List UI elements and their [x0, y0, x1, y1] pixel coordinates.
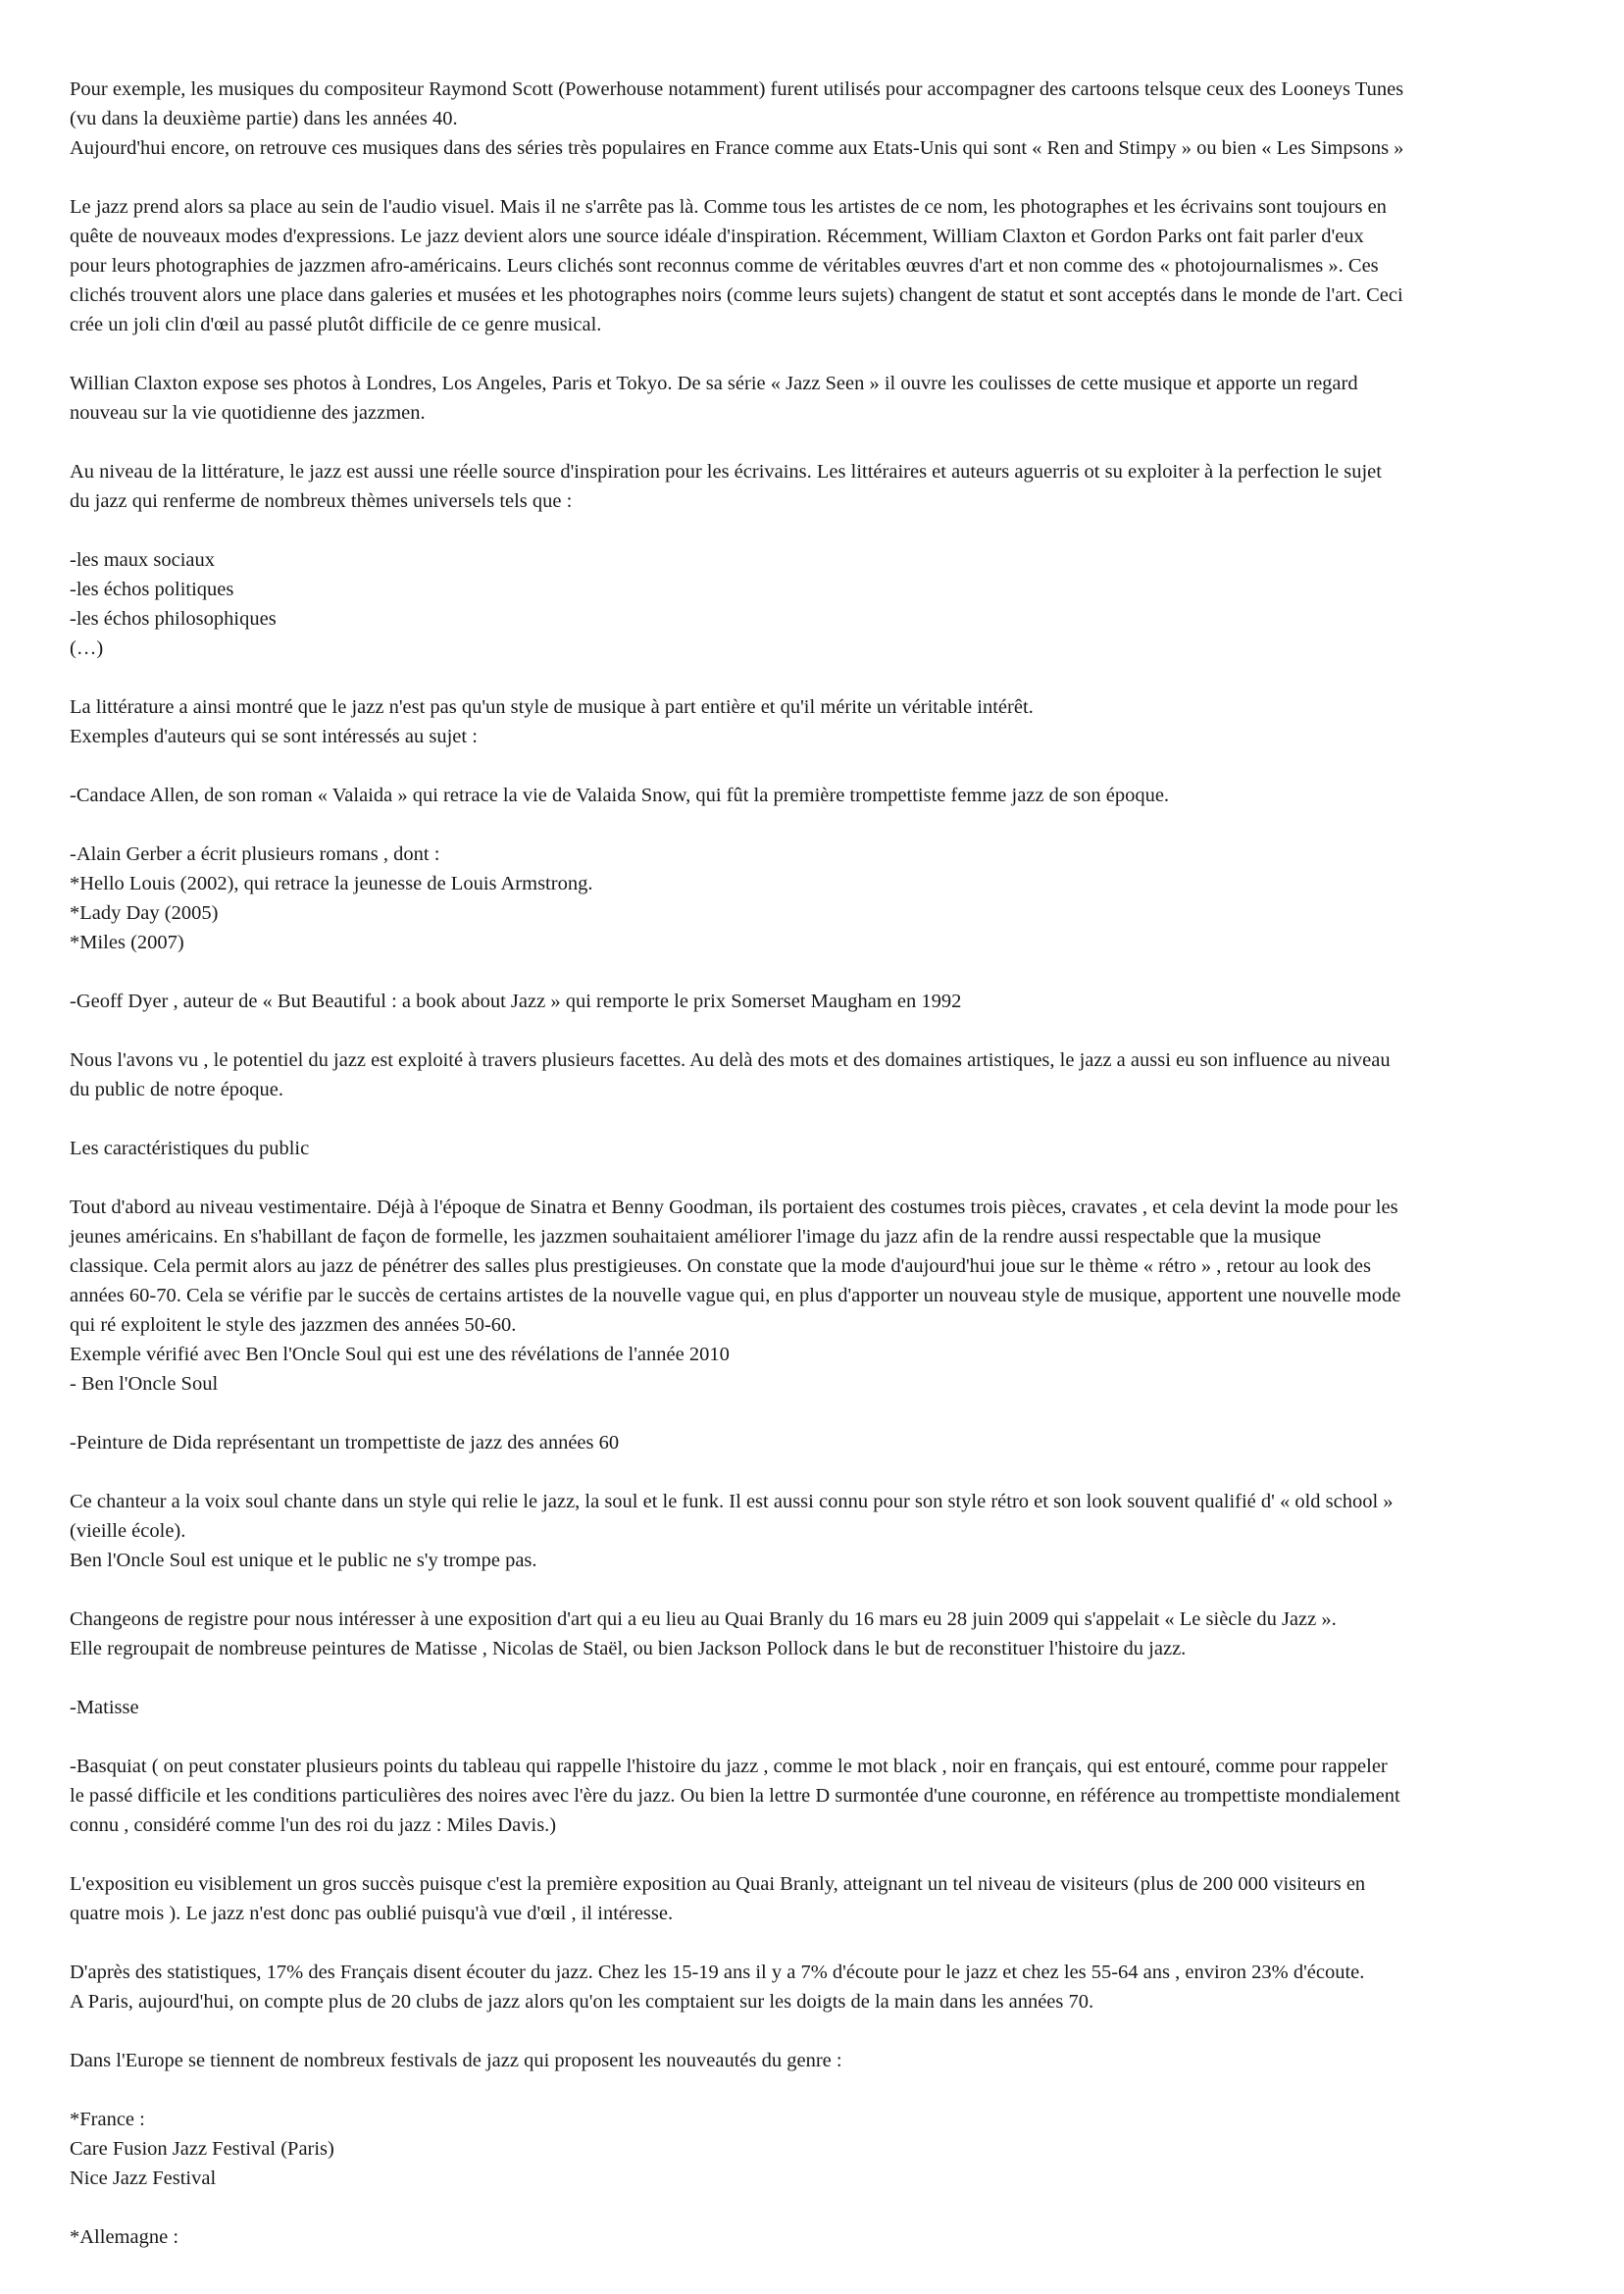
- heading-text: Les caractéristiques du public: [70, 1138, 310, 1159]
- text-line: Dans l'Europe se tiennent de nombreux festivals de jazz qui proposent les nouveautés du genre :: [70, 2050, 842, 2071]
- list-themes: [70, 545, 1560, 663]
- document-page: [70, 75, 1560, 2252]
- text-line: nouveau sur la vie quotidienne des jazzmen.: [70, 402, 426, 424]
- text-line: Pour exemple, les musiques du compositeur Raymond Scott (Powerhouse notamment) furent utilisés pour accompagner des cartoons telsque ceux des Looneys Tunes: [70, 78, 1404, 100]
- paragraph-audiovisuel: [70, 192, 1560, 339]
- text-line: le passé difficile et les conditions particulières des noires avec l'ère du jazz. Ou bien la lettre D surmontée d'une couronne, en référence au trompettiste mondialement: [70, 1785, 1400, 1807]
- text-line: (vieille école).: [70, 1520, 186, 1542]
- paragraph-statistiques: [70, 1958, 1560, 2016]
- list-item: -les maux sociaux: [70, 549, 216, 571]
- text-line: Elle regroupait de nombreuse peintures de Matisse , Nicolas de Staël, ou bien Jackson Pollock dans le but de reconstituer l'histoire du jazz.: [70, 1638, 1187, 1659]
- text-line: Ce chanteur a la voix soul chante dans un style qui relie le jazz, la soul et le funk. Il est aussi connu pour son style rétro et son look souvent qualifié d' « old school »: [70, 1491, 1394, 1512]
- text-line: -Geoff Dyer , auteur de « But Beautiful : a book about Jazz » qui remporte le prix Somerset Maugham en 1992: [70, 991, 962, 1012]
- paragraph-raymond-scott: [70, 75, 1560, 163]
- text-line: Le jazz prend alors sa place au sein de l'audio visuel. Mais il ne s'arrête pas là. Comme tous les artistes de ce nom, les photographes et les écrivains sont toujours en: [70, 196, 1387, 218]
- text-line: pour leurs photographies de jazzmen afro-américains. Leurs clichés sont reconnus comme de véritables œuvres d'art et non comme des « photojournalismes ». Ces: [70, 255, 1379, 277]
- paragraph-claxton: [70, 369, 1560, 428]
- text-line: -Peinture de Dida représentant un trompettiste de jazz des années 60: [70, 1432, 620, 1453]
- text-line: quatre mois ). Le jazz n'est donc pas oublié puisqu'à vue d'œil , il intéresse.: [70, 1903, 674, 1924]
- text-line: -Basquiat ( on peut constater plusieurs points du tableau qui rappelle l'histoire du jazz , comme le mot black , noir en français, qui est entouré, comme pour rappeler: [70, 1756, 1388, 1777]
- text-line: - Ben l'Oncle Soul: [70, 1373, 219, 1395]
- list-item: (…): [70, 637, 104, 659]
- text-line: Exemples d'auteurs qui se sont intéressés au sujet :: [70, 726, 478, 747]
- paragraph-exposition: [70, 1605, 1560, 1663]
- text-line: Willian Claxton expose ses photos à Londres, Los Angeles, Paris et Tokyo. De sa série « Jazz Seen » il ouvre les coulisses de cette musique et apporte un regard: [70, 373, 1358, 394]
- text-line: Exemple vérifié avec Ben l'Oncle Soul qui est une des révélations de l'année 2010: [70, 1344, 730, 1365]
- text-line: années 60-70. Cela se vérifie par le succès de certains artistes de la nouvelle vague qui, en plus d'apporter un nouveau style de musique, apportent une nouvelle mode: [70, 1285, 1401, 1306]
- text-line: Changeons de registre pour nous intéresser à une exposition d'art qui a eu lieu au Quai Branly du 16 mars eu 28 juin 2009 qui s'appelait « Le siècle du Jazz ».: [70, 1608, 1337, 1630]
- text-line: qui ré exploitent le style des jazzmen des années 50-60.: [70, 1314, 517, 1336]
- paragraph-basquiat: [70, 1752, 1560, 1840]
- text-line: Nous l'avons vu , le potentiel du jazz est exploité à travers plusieurs facettes. Au delà des mots et des domaines artistiques, le jazz a aussi eu son influence au niveau: [70, 1049, 1391, 1071]
- text-line: La littérature a ainsi montré que le jazz n'est pas qu'un style de musique à part entière et qu'il mérite un véritable intérêt.: [70, 696, 1034, 718]
- paragraph-festivals: [70, 2046, 1560, 2075]
- paragraph-litterature-conclusion: [70, 692, 1560, 751]
- text-line: (vu dans la deuxième partie) dans les années 40.: [70, 108, 458, 129]
- text-line: A Paris, aujourd'hui, on compte plus de 20 clubs de jazz alors qu'on les comptaient sur les doigts de la main dans les années 70.: [70, 1991, 1094, 2013]
- list-item: *Miles (2007): [70, 932, 184, 953]
- paragraph-litterature: [70, 457, 1560, 516]
- text-line: du public de notre époque.: [70, 1079, 284, 1100]
- list-item: *Lady Day (2005): [70, 902, 219, 924]
- text-line: Aujourd'hui encore, on retrouve ces musiques dans des séries très populaires en France comme aux Etats-Unis qui sont « Ren and Stimpy » ou bien « Les Simpsons »: [70, 137, 1404, 159]
- list-item: *Hello Louis (2002), qui retrace la jeunesse de Louis Armstrong.: [70, 873, 593, 894]
- text-line: Tout d'abord au niveau vestimentaire. Déjà à l'époque de Sinatra et Benny Goodman, ils portaient des costumes trois pièces, cravates , et cela devint la mode pour les: [70, 1197, 1398, 1218]
- list-heading: *France :: [70, 2109, 145, 2130]
- text-line: Ben l'Oncle Soul est unique et le public ne s'y trompe pas.: [70, 1550, 537, 1571]
- list-item: -les échos politiques: [70, 579, 234, 600]
- text-line: du jazz qui renferme de nombreux thèmes universels tels que :: [70, 490, 573, 512]
- text-line: -Matisse: [70, 1697, 139, 1718]
- paragraph-vestimentaire: [70, 1193, 1560, 1399]
- text-line: D'après des statistiques, 17% des Français disent écouter du jazz. Chez les 15-19 ans il y a 7% d'écoute pour le jazz et chez les 55-64 ans , environ 23% d'écoute.: [70, 1962, 1365, 1983]
- paragraph-alain-gerber: [70, 840, 1560, 957]
- paragraph-potentiel: [70, 1045, 1560, 1104]
- section-heading: [70, 1134, 1560, 1163]
- paragraph-geoff-dyer: [70, 987, 1560, 1016]
- text-line: L'exposition eu visiblement un gros succès puisque c'est la première exposition au Quai Branly, atteignant un tel niveau de visiteurs (plus de 200 000 visiteurs en: [70, 1873, 1366, 1895]
- paragraph-chanteur: [70, 1487, 1560, 1575]
- list-heading: *Allemagne :: [70, 2226, 179, 2248]
- list-item: Nice Jazz Festival: [70, 2167, 217, 2189]
- list-festivals-allemagne: [70, 2222, 1560, 2252]
- list-item: -les échos philosophiques: [70, 608, 277, 630]
- text-line: -Candace Allen, de son roman « Valaida » qui retrace la vie de Valaida Snow, qui fût la première trompettiste femme jazz de son époque.: [70, 785, 1170, 806]
- text-line: connu , considéré comme l'un des roi du jazz : Miles Davis.): [70, 1814, 557, 1836]
- text-line: clichés trouvent alors une place dans galeries et musées et les photographes noirs (comme leurs sujets) changent de statut et sont acceptés dans le monde de l'art. Ceci: [70, 284, 1403, 306]
- text-line: crée un joli clin d'œil au passé plutôt difficile de ce genre musical.: [70, 314, 602, 335]
- paragraph-dida: [70, 1428, 1560, 1457]
- text-line: jeunes américains. En s'habillant de façon de formelle, les jazzmen souhaitaient améliorer l'image du jazz afin de la rendre aussi respectable que la musique: [70, 1226, 1322, 1248]
- list-festivals-france: [70, 2105, 1560, 2193]
- text-line: Au niveau de la littérature, le jazz est aussi une réelle source d'inspiration pour les écrivains. Les littéraires et auteurs aguerris ot su exploiter à la perfection le sujet: [70, 461, 1382, 483]
- text-line: -Alain Gerber a écrit plusieurs romans , dont :: [70, 843, 440, 865]
- list-item: Care Fusion Jazz Festival (Paris): [70, 2138, 334, 2160]
- paragraph-succes-exposition: [70, 1869, 1560, 1928]
- text-line: classique. Cela permit alors au jazz de pénétrer des salles plus prestigieuses. On constate que la mode d'aujourd'hui joue sur le thème « rétro » , retour au look des: [70, 1255, 1371, 1277]
- paragraph-candace-allen: [70, 781, 1560, 810]
- paragraph-matisse: [70, 1693, 1560, 1722]
- text-line: quête de nouveaux modes d'expressions. Le jazz devient alors une source idéale d'inspiration. Récemment, William Claxton et Gordon Parks ont fait parler d'eux: [70, 226, 1364, 247]
